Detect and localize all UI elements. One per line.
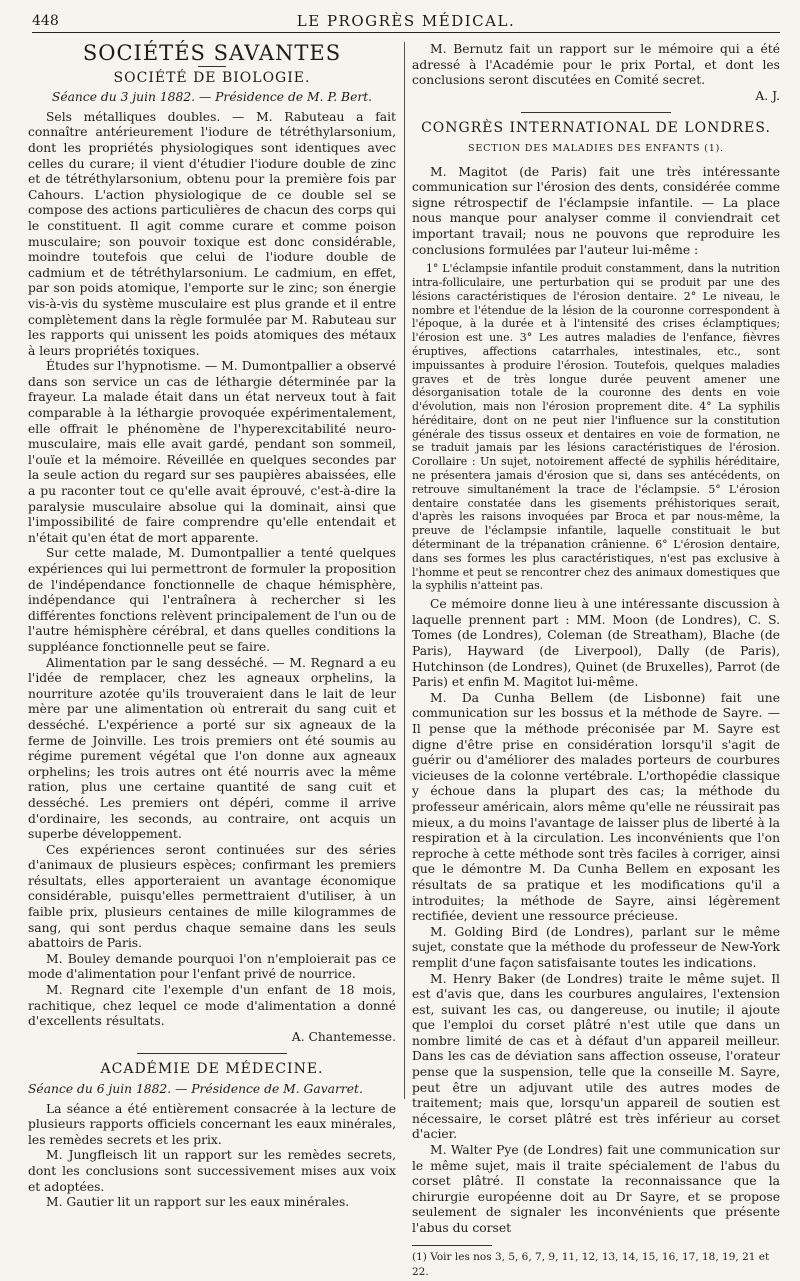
academy-signature: A. J. xyxy=(755,88,780,103)
right-column xyxy=(412,42,780,1279)
academy-heading: ACADÉMIE DE MÉDECINE. xyxy=(100,1061,324,1078)
column-divider xyxy=(404,42,405,1099)
congress-heading: CONGRÈS INTERNATIONAL DE LONDRES. xyxy=(421,120,771,137)
left-column xyxy=(28,41,396,1210)
biology-paragraph: M. Regnard cite l'exemple d'un enfant de 18 mois, rachitique, chez lequel ce mode d'alimentation a donné d'excellents résultats. xyxy=(28,983,396,1029)
conclusions-text: 1° L'éclampsie infantile produit constamment, dans la nutrition intra-folliculaire, une perturbation qui se produit par une des lésions caractéristiques de l'érosion dentaire. 2° Le niveau, le nombre et l'étendue de la lésion de la couronne correspondent à l'époque, à la durée et à l'intensité des crises éclamptiques; l'érosion est une. 3° Les autres maladies de l'enfance, fièvres éruptives, affections catarrhales, intestinales, etc., sont impuissantes à produire l'érosion. Toutefois, quelques maladies graves et de très longue durée peuvent amener une désorganisation totale de la couronne des dents en voie d'évolution, mais non l'érosion proprement dite. 4° La syphilis héréditaire, dont on ne peut nier l'influence sur la constitution générale des tissus osseux et dentaires en voie de formation, ne se traduit jamais par les lésions caractéristiques de l'érosion. Corollaire : Un sujet, notoirement affecté de syphilis héréditaire, ne présentera jamais d'érosion que si, dans ses antécédents, on retrouve simultanément la trace de l'éclampsie. 5° L'érosion dentaire constatée dans les gisements préhistoriques serait, d'après les raisons invoquées par Broca et par nous-même, la preuve de l'éclampsie infantile, laquelle constituait le but déterminant de la trépanation crânienne. 6° L'érosion dentaire, dans ses formes les plus caractéristiques, n'est pas exclusive à l'homme et peut se rencontrer chez des animaux domestiques que la syphilis n'atteint pas. xyxy=(412,262,780,593)
biology-paragraph: Études sur l'hypnotisme. — M. Dumontpallier a observé dans son service un cas de léthargie déterminée par la frayeur. La malade était dans un état nerveux tout à fait comparable à la léthargie provoquée expérimentalement, elle offrait le phénomène de l'hyperexcitabilité neuro-musculaire, mais elle avait gardé, pendant son sommeil, l'ouïe et la mémoire. Réveillée en quelques secondes par la seule action du regard sur ses paupières abaissées, elle a pu raconter tout ce qu'elle avait éprouvé, c'est-à-dire la paralysie musculaire absolue qui la dominait, ainsi que l'impossibilité de faire comprendre qu'elle entendait et n'était qu'en état de mort apparente. xyxy=(28,359,396,545)
page-header xyxy=(32,12,780,33)
footnote-rule xyxy=(412,1245,492,1246)
section-separator xyxy=(137,1053,287,1054)
biology-paragraph: Ces expériences seront continuées sur des séries d'animaux de plusieurs espèces; confirmant les premiers résultats, elles apporteraient un avantage économique considérable, puisqu'elles permettraient d'utiliser, à un faible prix, plusieurs centaines de mille kilogrammes de sang, qui sont perdus chaque semaine dans les seuls abattoirs de Paris. xyxy=(28,842,396,951)
title-rule xyxy=(198,66,226,67)
congress-section: SECTION DES MALADIES DES ENFANTS (1). xyxy=(467,142,724,154)
biology-signature: A. Chantemesse. xyxy=(291,1029,396,1044)
journal-title: LE PROGRÈS MÉDICAL. xyxy=(296,12,516,30)
biology-session: Séance du 3 juin 1882. — Présidence de M. P. Bert. xyxy=(51,90,373,105)
academy-session: Séance du 6 juin 1882. — Présidence de M. Gavarret. xyxy=(28,1082,363,1096)
conclusions-block xyxy=(412,262,780,593)
biology-paragraph: Sels métalliques doubles. — M. Rabuteau a fait connaître antérieurement l'iodure de tétréthylarsonium, dont les propriétés physiologiques sont identiques avec celles du curare; il vient d'étudier l'iodure double de zinc et de tétréthylarsonium, obtenu pour la première fois par Cahours. L'action physiologique de ce double sel se compose des actions particulières de chacun des corps qui le constituent. Il agit comme curare et comme poison musculaire; son pouvoir toxique est donc considérable, moindre toutefois que celui de l'iodure double de cadmium et de tétréthylarsonium. Le cadmium, en effet, par son poids atomique, l'emporte sur le zinc; son énergie vis-à-vis du système musculaire est plus grande et il entre complètement dans la règle formulée par M. Rabuteau sur les rapports qui unissent les poids atomiques des métaux à leurs propriétés toxiques. xyxy=(28,109,396,358)
section-separator xyxy=(521,112,671,113)
academy-paragraph: M. Gautier lit un rapport sur les eaux minérales. xyxy=(46,1195,350,1210)
bernutz-paragraph: M. Bernutz fait un rapport sur le mémoire qui a été adressé à l'Académie pour le prix Portal, et dont les conclusions seront discutées en Comité secret. xyxy=(412,42,780,88)
biology-paragraph: Sur cette malade, M. Dumontpallier a tenté quelques expériences qui lui permettront de formuler la proposition de l'indépendance fonctionnelle de chaque hémisphère, indépendance qui l'entraînera à rechercher si les différentes fonctions relèvent principalement de l'un ou de l'autre hémisphère cérébral, et dans quelles conditions la suppléance fonctionnelle peut se faire. xyxy=(28,546,396,654)
academy-paragraph: M. Jungfleisch lit un rapport sur les remèdes secrets, dont les conclusions sont successivement mises aux voix et adoptées. xyxy=(28,1148,396,1194)
magitot-paragraph: M. Magitot (de Paris) fait une très intéressante communication sur l'érosion des dents, considérée comme signe rétrospectif de l'éclampsie infantile. — La place nous manque pour analyser comme il conviendrait cet important travail; nous ne pouvons que reproduire les conclusions formulées par l'auteur lui-même : xyxy=(412,164,780,257)
congress-paragraph: M. Golding Bird (de Londres), parlant sur le même sujet, constate que la méthode du professeur de New-York remplit d'une façon satisfaisante toutes les indications. xyxy=(412,924,780,970)
biology-paragraph: Alimentation par le sang desséché. — M. Regnard a eu l'idée de remplacer, chez les agneaux orphelins, la nourriture azotée qu'ils trouveraient dans le lait de leur mère par une alimentation où entrerait du sang cuit et desséché. L'expérience a porté sur six agneaux de la ferme de Joinville. Les trois premiers ont été soumis au régime purement végétal que l'on donne aux agneaux orphelins; les trois autres ont été nourris avec la même ration, plus une certaine quantité de sang cuit et desséché. Les premiers ont dépéri, comme il arrive d'ordinaire, les seconds, au contraire, ont acquis un superbe développement. xyxy=(28,655,396,842)
congress-paragraph: Ce mémoire donne lieu à une intéressante discussion à laquelle prennent part : MM. Moon (de Londres), C. S. Tomes (de Londres), Coleman (de Streatham), Blache (de Paris), Hayward (de Liverpool), Dally (de Paris), Hutchinson (de Londres), Quinet (de Bruxelles), Parrot (de Paris) et enfin M. Magitot lui-même. xyxy=(412,597,780,690)
congress-paragraph: M. Henry Baker (de Londres) traite le même sujet. Il est d'avis que, dans les courbures angulaires, l'extension est, suivant les cas, ou dangereuse, ou inutile; il ajoute que l'emploi du corset plâtré n'est utile que dans un nombre limité de cas et à défaut d'un appareil meilleur. Dans les cas de déviation sans affection osseuse, l'orateur pense que la suspension, telle que la conseille M. Sayre, peut être un adjuvant utile des autres modes de traitement; mais que, lorsqu'un appareil de soutien est nécessaire, le corset plâtré est très inférieur au corset d'acier. xyxy=(412,971,780,1142)
biology-heading: SOCIÉTÉ DE BIOLOGIE. xyxy=(113,69,311,86)
footnote: (1) Voir les nos 3, 5, 6, 7, 9, 11, 12, 13, 14, 15, 16, 17, 18, 19, 21 et 22. xyxy=(412,1250,770,1279)
congress-paragraph: M. Walter Pye (de Londres) fait une communication sur le même sujet, mais il traite spécialement de l'abus du corset plâtré. Il constate la reconnaissance que la chirurgie européenne doit au Dr Sayre, et se propose seulement de signaler les inconvénients que présente l'abus du corset xyxy=(412,1143,780,1235)
page-number: 448 xyxy=(32,13,59,29)
section-title: SOCIÉTÉS SAVANTES xyxy=(82,41,342,65)
academy-paragraph: La séance a été entièrement consacrée à la lecture de plusieurs rapports officiels concernant les eaux minérales, les remèdes secrets et les prix. xyxy=(28,1101,396,1147)
congress-paragraph: M. Da Cunha Bellem (de Lisbonne) fait une communication sur les bossus et la méthode de Sayre. — Il pense que la méthode préconisée par M. Sayre est digne d'être prise en considération lorsqu'il s'agit de guérir ou d'améliorer des malades porteurs de courbures vicieuses de la colonne vertébrale. L'orthopédie classique y échoue dans la plupart des cas; la méthode du professeur américain, alors même qu'elle ne réussirait pas mieux, a du moins l'avantage de laisser plus de liberté à la respiration et à la circulation. Les inconvénients que l'on reproche à cette méthode sont très faciles à corriger, ainsi que le démontre M. Da Cunha Bellem en exposant les résultats de sa pratique et les modifications qu'il a introduites; la méthode de Sayre, ainsi légèrement rectifiée, devient une ressource précieuse. xyxy=(412,690,780,924)
biology-paragraph: M. Bouley demande pourquoi l'on n'emploierait pas ce mode d'alimentation pour l'enfant privé de nourrice. xyxy=(28,951,396,982)
